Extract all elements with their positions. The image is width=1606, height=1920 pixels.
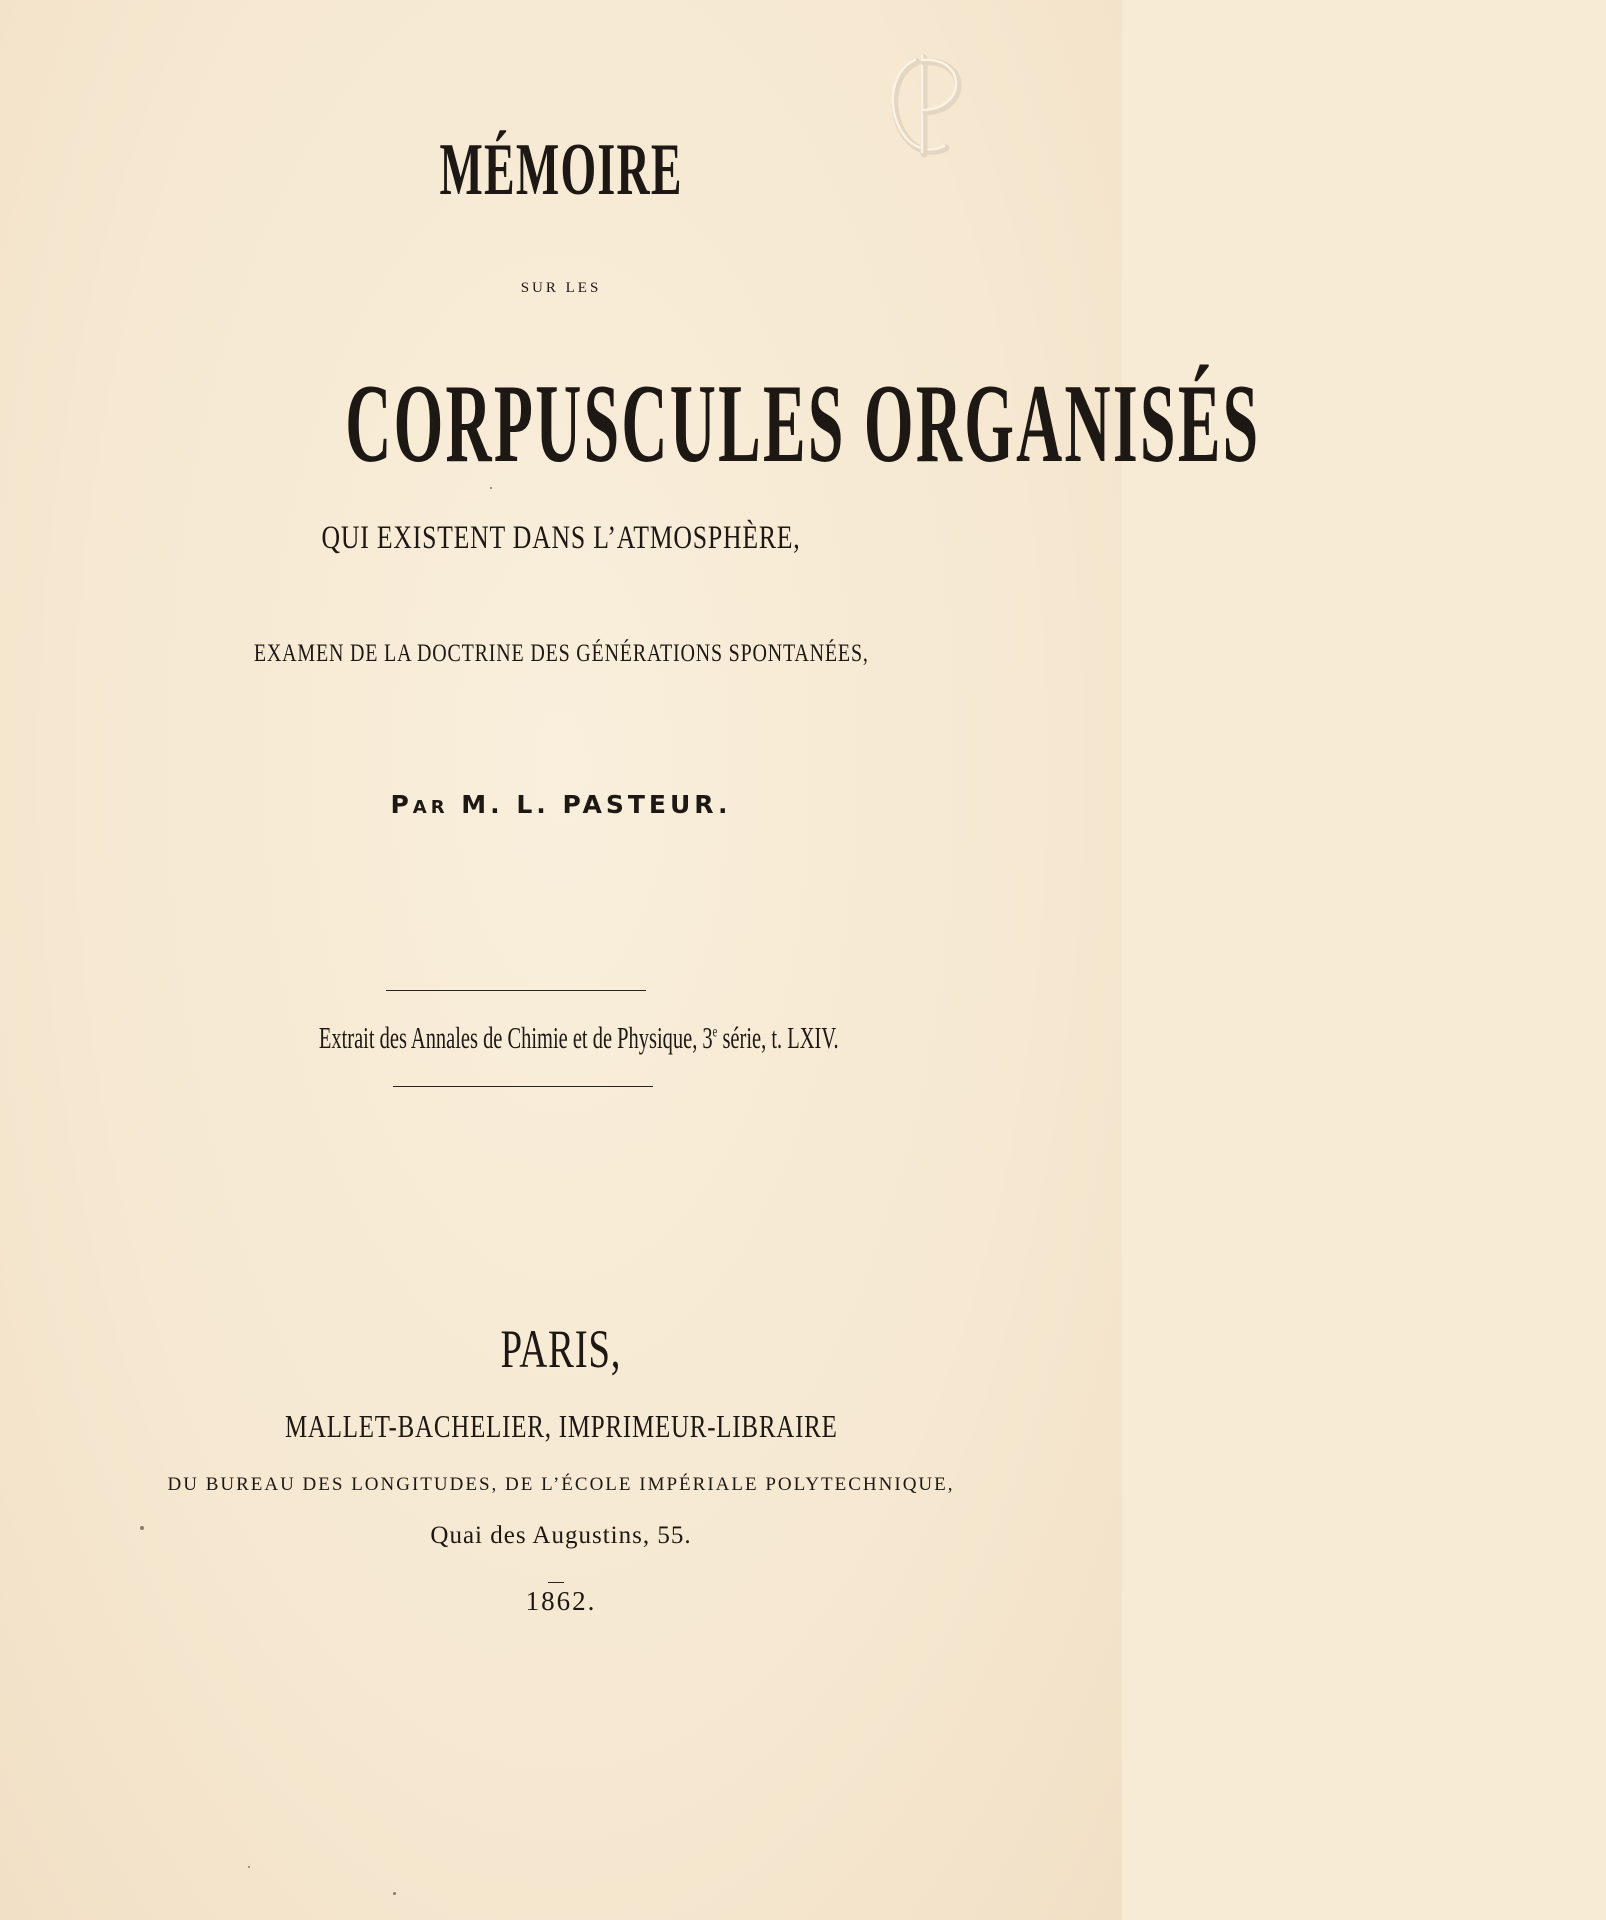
extract-superscript: e (712, 1023, 718, 1041)
subtitle-doctrine-text: EXAMEN DE LA DOCTRINE DES GÉNÉRATIONS SPONTANÉES, (253, 640, 869, 667)
paper-speck (393, 1892, 396, 1895)
imprint-bureau (0, 1474, 1122, 1496)
author-text: Par M. L. PASTEUR. (390, 790, 732, 819)
embossed-monogram-stamp (872, 54, 972, 164)
connector-text (0, 280, 1122, 297)
imprint-address-text: Quai des Augustins, 55. (430, 1522, 692, 1549)
paper-speck (490, 487, 492, 489)
imprint-city (0, 1318, 1122, 1380)
main-title (0, 360, 1261, 489)
imprint-city-text: PARIS, (500, 1319, 622, 1379)
paper-speck (140, 1526, 144, 1530)
extract-note (18, 1020, 1140, 1056)
divider-rule-top (386, 990, 646, 991)
extract-before: Extrait des Annales de Chimie et de Physique, 3 (319, 1020, 713, 1055)
imprint-publisher (0, 1408, 1122, 1445)
imprint-address (0, 1522, 1122, 1550)
subtitle-atmosphere-text: QUI EXISTENT DANS L’ATMOSPHÈRE, (321, 520, 801, 556)
extract-after: série, t. LXIV. (717, 1020, 839, 1055)
imprint-year-text: 1862. (525, 1586, 597, 1616)
imprint-bureau-text: DU BUREAU DES LONGITUDES, DE L’ÉCOLE IMPÉRIALE POLYTECHNIQUE, (167, 1474, 955, 1495)
author-line (0, 790, 1122, 819)
memoire-heading-text: MÉMOIRE (439, 129, 683, 211)
imprint-year (0, 1586, 1122, 1617)
imprint-publisher-text: MALLET-BACHELIER, IMPRIMEUR-LIBRAIRE (284, 1408, 838, 1444)
divider-rule-bottom (393, 1086, 653, 1087)
subtitle-atmosphere (0, 520, 1122, 557)
main-title-text: CORPUSCULES ORGANISÉS (345, 362, 1261, 486)
subtitle-doctrine (0, 640, 1122, 668)
connector-text-label: SUR LES (520, 280, 602, 296)
extract-note-text (319, 1020, 839, 1056)
paper-speck (248, 1866, 250, 1868)
year-overline (548, 1582, 564, 1583)
